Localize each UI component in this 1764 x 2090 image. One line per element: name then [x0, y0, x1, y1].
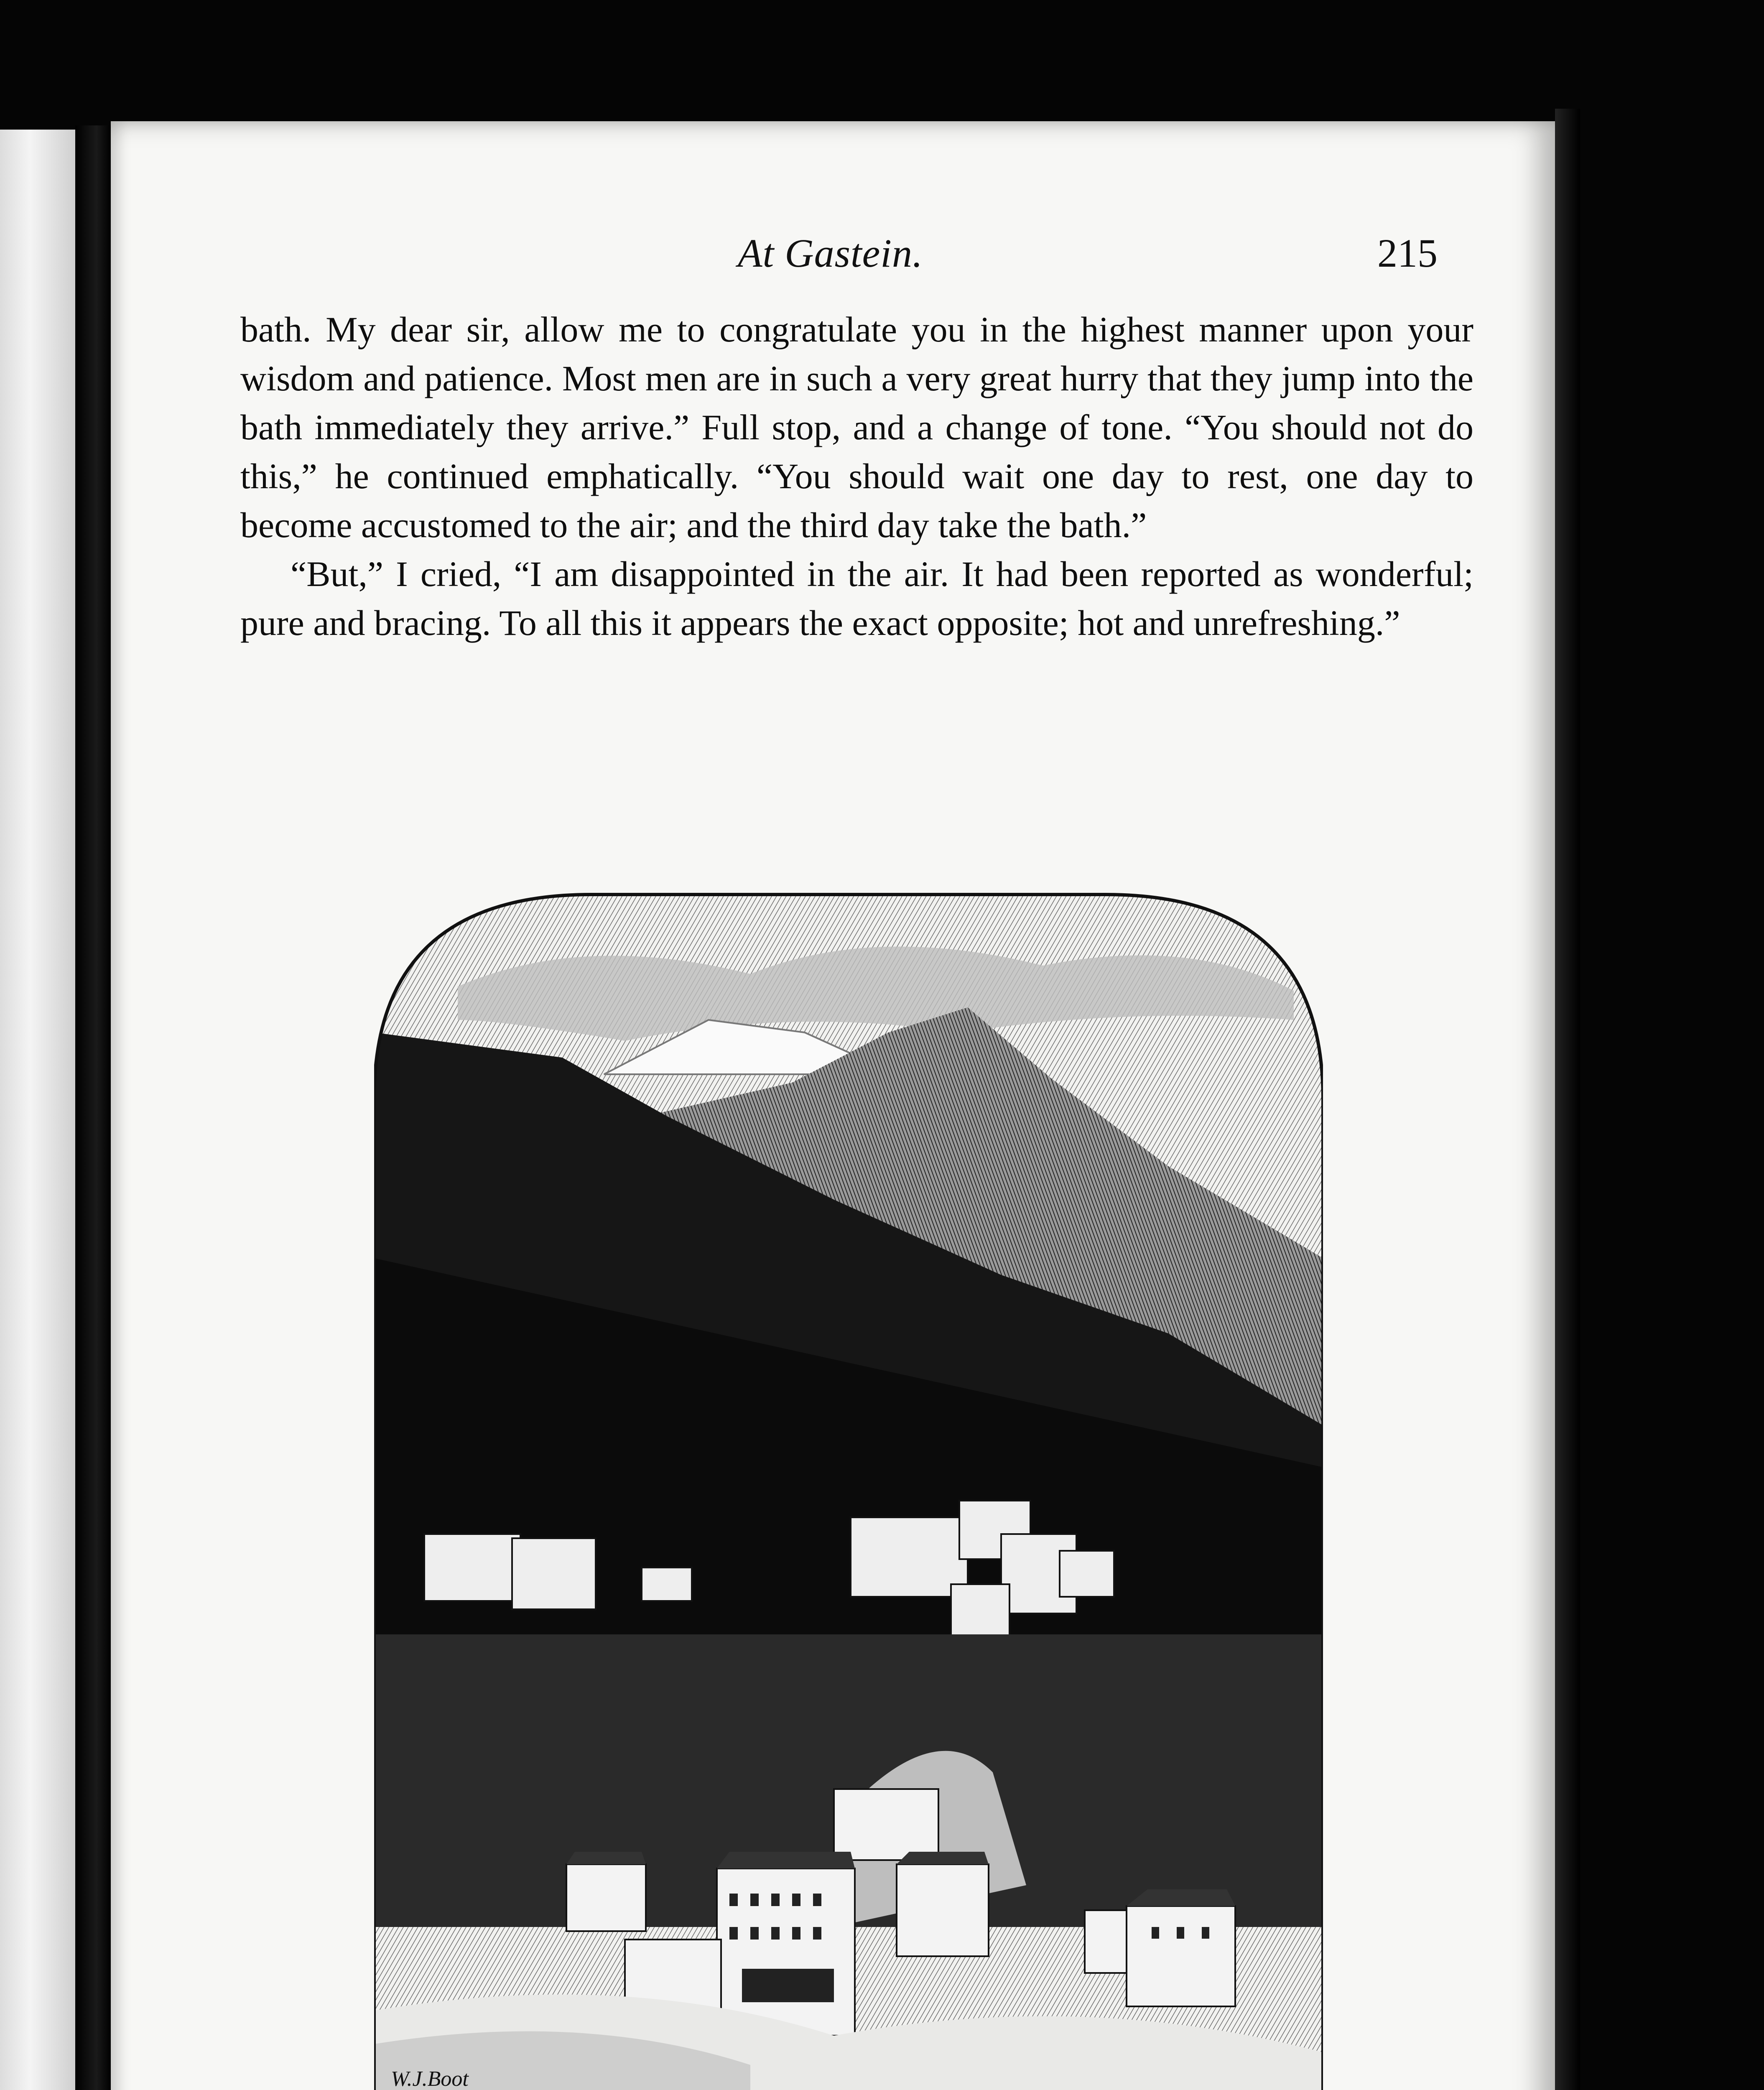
page-right-edge	[1555, 109, 1580, 2090]
paragraph: bath. My dear sir, allow me to congratulate you in the highest manner upon your wisdom and patience. Most men are in such a very great hurry that they jump into the bath immediately they arrive.” Full stop, and a change of tone. “You should not do this,” he continued emphatically. “You should wait one day to rest, one day to become accustomed to the air; and the third day take the bath.”	[240, 309, 1473, 545]
previous-page-edge	[0, 130, 75, 2090]
book-gutter	[75, 125, 111, 2090]
page-number: 215	[1377, 231, 1438, 275]
mountain-village-engraving	[374, 882, 1323, 2090]
top-text-block	[240, 305, 1473, 647]
running-title: At Gastein.	[738, 231, 923, 275]
book-page	[111, 121, 1555, 2090]
paragraph: “But,” I cried, “I am disappointed in the air. It had been reported as wonderful; pure and bracing. To all this it appears the exact opposite; hot and unrefreshing.”	[240, 554, 1473, 643]
running-head	[111, 230, 1555, 293]
engraving-illustration	[374, 882, 1323, 2090]
artist-signature: W.J.Boot	[391, 2067, 469, 2090]
